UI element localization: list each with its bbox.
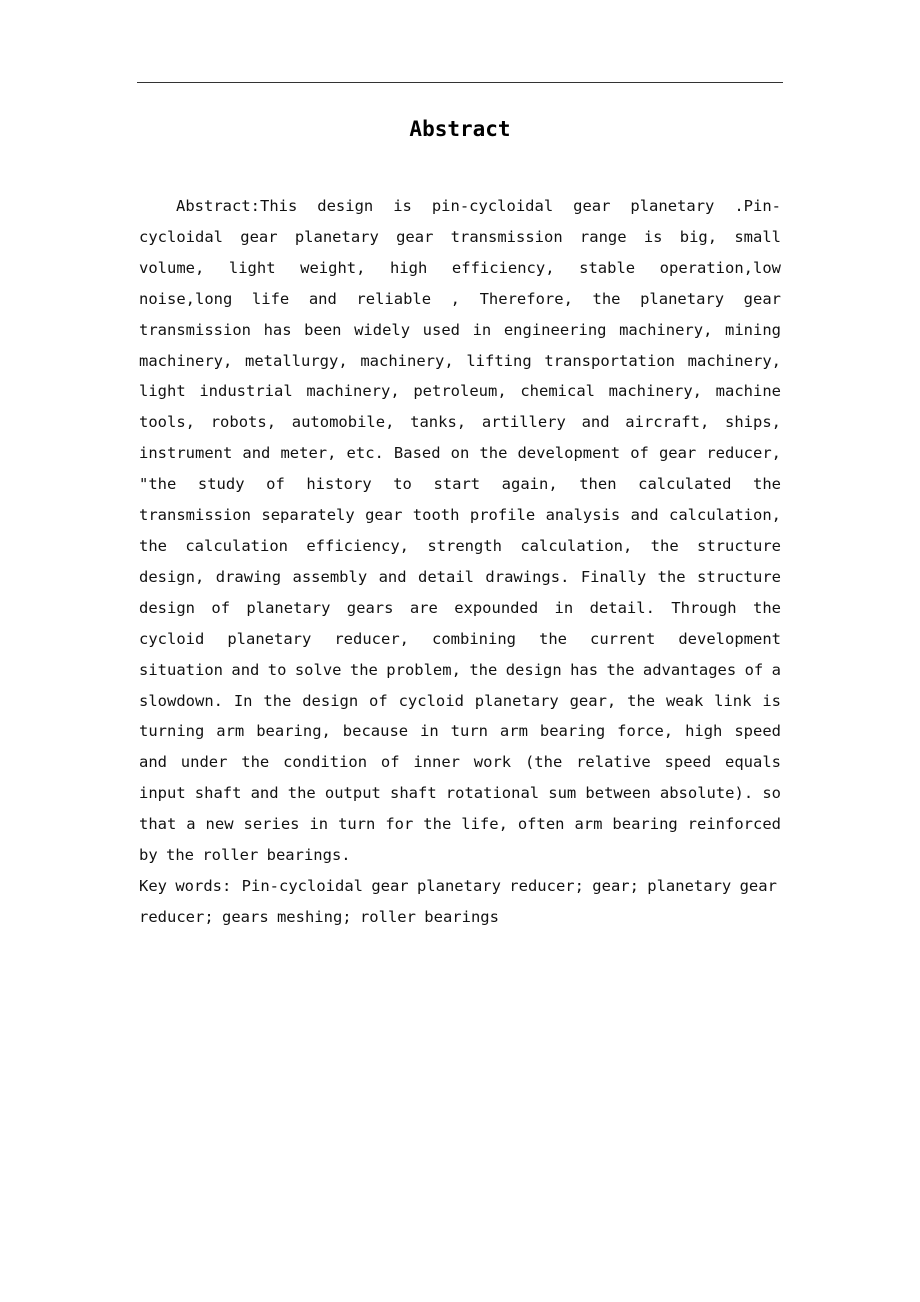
page-title: Abstract xyxy=(409,117,511,141)
keywords-paragraph xyxy=(139,871,791,933)
header-rule xyxy=(137,82,783,83)
abstract-paragraph: Abstract:This design is pin-cycloidal gear planetary .Pin-cycloidal gear planetary gear transmission range is big, small volume, light weight, high efficiency, stable operation,low noise,long life and reliable , Therefore, the planetary gear transmission has been widely used in engineering machinery, mining machinery, metallurgy, machinery, lifting transportation machinery, light industrial machinery, petroleum, chemical machinery, machine tools, robots, automobile, tanks, artillery and aircraft, ships, instrument and meter, etc. Based on the development of gear reducer, "the study of history to start again, then calculated the transmission separately gear tooth profile analysis and calculation, the calculation efficiency, strength calculation, the structure design, drawing assembly and detail drawings. Finally the structure design of planetary gears are expounded in detail. Through the cycloid planetary reducer, combining the current development situation and to solve the problem, the design has the advantages of a slowdown. In the design of cycloid planetary gear, the weak link is turning arm bearing, because in turn arm bearing force, high speed and under the condition of inner work (the relative speed equals input shaft and the output shaft rotational sum between absolute). so that a new series in turn for the life, often arm bearing reinforced by the roller bearings. xyxy=(139,197,781,865)
keywords-label: Key words: xyxy=(139,877,232,895)
keywords-list: Pin-cycloidal gear planetary reducer; gear; planetary gear reducer; gears meshing; roller bearings xyxy=(139,877,777,926)
